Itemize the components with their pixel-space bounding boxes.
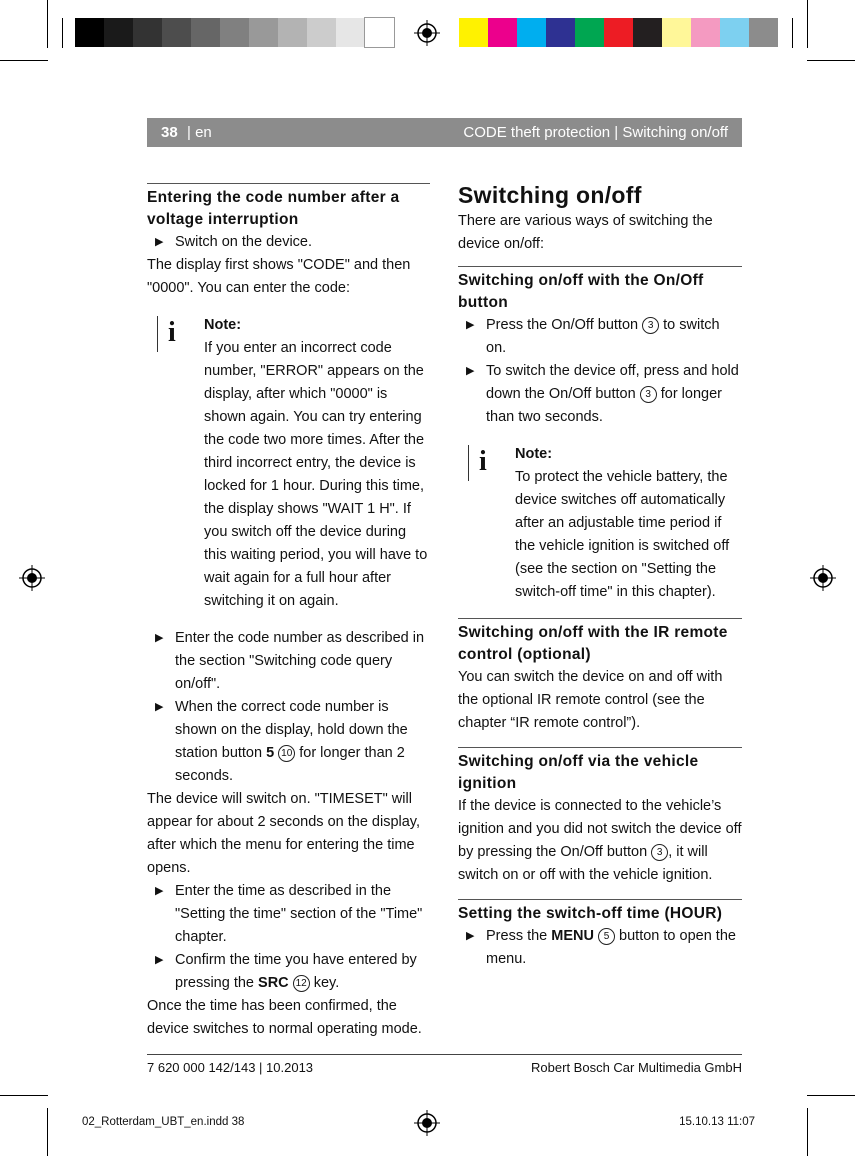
language-label: | en	[187, 124, 212, 141]
bullet-arrow-icon: ▶	[466, 365, 475, 377]
gray-swatch	[75, 18, 104, 47]
color-swatch	[488, 18, 517, 47]
gray-swatch	[220, 18, 249, 47]
left-column	[147, 183, 430, 1041]
color-swatch	[720, 18, 749, 47]
registration-mark-icon	[414, 20, 440, 46]
heading-switch-off-time: Setting the switch-off time (HOUR)	[458, 905, 723, 922]
gray-swatch	[278, 18, 307, 47]
bullet-arrow-icon: ▶	[466, 930, 475, 942]
crop-mark	[0, 60, 48, 61]
paragraph: If the device is connected to the vehicle’s ignition and you did not switch the device off by pressing the On/Off button 3 , it will switch on or off with the vehicle ignition.	[458, 798, 742, 883]
color-swatch	[575, 18, 604, 47]
step-enter-code: ▶ Enter the code number as described in the section "Switching code query on/off".	[147, 627, 430, 696]
footer-doc-number: 7 620 000 142/143 | 10.2013	[147, 1060, 314, 1075]
page-footer	[147, 1054, 742, 1075]
info-icon: i	[468, 445, 501, 481]
bullet-arrow-icon: ▶	[155, 885, 164, 897]
bullet-arrow-icon: ▶	[155, 632, 164, 644]
key-number-badge: 10	[278, 745, 295, 762]
step-press-onoff: ▶ Press the On/Off button 3 to switch on.	[458, 314, 742, 360]
heading-ignition: Switching on/off via the vehicle ignition	[458, 753, 699, 792]
note-text: If you enter an incorrect code number, "ERROR" appears on the display, after which "0000" is shown again. You can try entering the code two more times. After the third incorrect entry, the device is locked for 1 hour. During this time, the display shows "WAIT 1 H". If you switch off the device during this waiting period, you will have to wait again for a full hour after switching it on again.	[204, 340, 428, 609]
gray-swatch	[162, 18, 191, 47]
page-number: 38	[161, 124, 178, 141]
crop-mark	[62, 18, 63, 48]
gray-swatch	[307, 18, 336, 47]
color-swatch	[517, 18, 546, 47]
key-number-badge: 3	[651, 844, 668, 861]
note-title: Note:	[204, 317, 242, 333]
slug-filename: 02_Rotterdam_UBT_en.indd 38	[82, 1116, 245, 1128]
crop-mark	[807, 60, 855, 61]
color-swatch	[662, 18, 691, 47]
color-swatch	[546, 18, 575, 47]
paragraph: Once the time has been confirmed, the device switches to normal operating mode.	[147, 998, 422, 1037]
bullet-arrow-icon: ▶	[155, 954, 164, 966]
crop-mark	[807, 0, 808, 48]
bullet-arrow-icon: ▶	[155, 701, 164, 713]
right-column	[458, 180, 742, 971]
color-swatch	[749, 18, 778, 47]
step-hold-button: ▶ When the correct code number is shown on the display, hold down the station button 5 10 for longer than 2 seconds.	[147, 696, 430, 788]
heading-code-entry: Entering the code number after a voltage interruption	[147, 189, 400, 228]
slug-date: 15.10.13 11:07	[679, 1116, 755, 1128]
registration-mark-icon	[810, 565, 836, 591]
page-title: Switching on/off	[458, 182, 642, 208]
step-confirm-time: ▶ Confirm the time you have entered by pressing the SRC 12 key.	[147, 949, 430, 995]
note-text: To protect the vehicle battery, the device switches off automatically after an adjustable time period if the vehicle ignition is switched off (see the section on "Setting the switch-off time" in this chapter).	[515, 469, 730, 600]
color-swatch	[633, 18, 662, 47]
paragraph: You can switch the device on and off with the optional IR remote control (see the chapter “IR remote control”).	[458, 669, 723, 731]
crop-mark	[792, 18, 793, 48]
paragraph: There are various ways of switching the device on/off:	[458, 213, 713, 252]
paragraph: The display first shows "CODE" and then "0000". You can enter the code:	[147, 257, 411, 296]
step-hold-onoff: ▶ To switch the device off, press and hold down the On/Off button 3 for longer than two seconds.	[458, 360, 742, 429]
crop-mark	[47, 0, 48, 48]
crop-mark	[807, 1108, 808, 1156]
heading-onoff-button: Switching on/off with the On/Off button	[458, 272, 704, 311]
gray-swatch	[191, 18, 220, 47]
step-enter-time: ▶ Enter the time as described in the "Setting the time" section of the "Time" chapter.	[147, 880, 430, 949]
color-swatch	[604, 18, 633, 47]
key-number-badge: 3	[642, 317, 659, 334]
step-press-menu: ▶ Press the MENU 5 button to open the menu.	[458, 925, 742, 971]
key-number-badge: 3	[640, 386, 657, 403]
color-swatch	[459, 18, 488, 47]
key-number-badge: 12	[293, 975, 310, 992]
crop-mark	[807, 1095, 855, 1096]
gray-swatch	[365, 18, 394, 47]
crop-mark	[0, 1095, 48, 1096]
bullet-arrow-icon: ▶	[155, 236, 164, 248]
registration-mark-icon	[414, 1110, 440, 1136]
section-title: CODE theft protection | Switching on/off	[463, 124, 728, 141]
key-number-badge: 5	[598, 928, 615, 945]
paragraph: The device will switch on. "TIMESET" will appear for about 2 seconds on the display, after which the menu for entering the time opens.	[147, 791, 421, 876]
gray-swatch	[133, 18, 162, 47]
page-header	[147, 118, 742, 147]
gray-swatch	[249, 18, 278, 47]
gray-swatch	[336, 18, 365, 47]
registration-mark-icon	[19, 565, 45, 591]
color-swatch	[691, 18, 720, 47]
info-icon: i	[157, 316, 190, 352]
gray-swatch	[104, 18, 133, 47]
note-box	[147, 314, 430, 613]
step-switch-on: ▶ Switch on the device.	[147, 231, 430, 254]
heading-ir-remote: Switching on/off with the IR remote control (optional)	[458, 624, 728, 663]
note-box	[458, 443, 742, 604]
note-title: Note:	[515, 446, 553, 462]
bullet-arrow-icon: ▶	[466, 319, 475, 331]
crop-mark	[47, 1108, 48, 1156]
footer-publisher: Robert Bosch Car Multimedia GmbH	[531, 1060, 742, 1075]
